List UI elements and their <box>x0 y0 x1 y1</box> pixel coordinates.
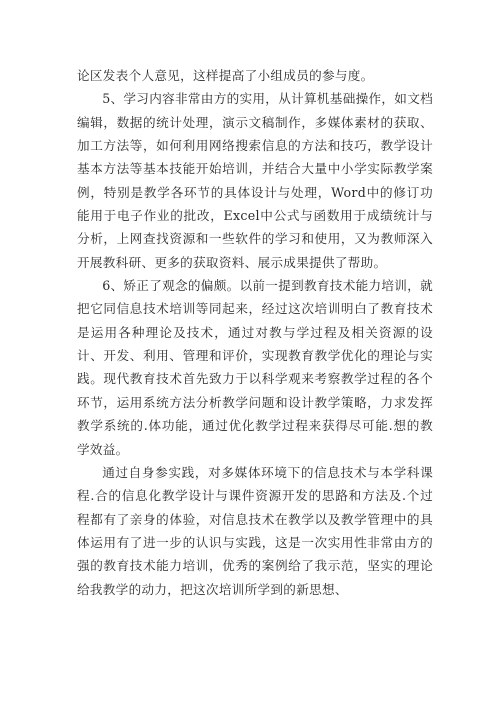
paragraph-summary: 通过自身参实践，对多媒体环境下的信息技术与本学科课程.合的信息化教学设计与课件资源开发的思路和方法及.个过程都有了亲身的体验，对信息技术在教学以及教学管理中的具体运用有了进一步的认识与实践，这是一次实用性非常由方的强的教育技术能力培训，优秀的案例给了我示范，坚实的理论给我教学的动力，把这次培训所学到的新思想、 <box>77 464 433 597</box>
paragraph-item-5: 5、学习内容非常由方的实用，从计算机基础操作，如文档编辑，数据的统计处理，演示文稿制作，多媒体素材的获取、加工方法等，如何利用网络搜索信息的方法和技巧，教学设计基本方法等基本技能开始培训，并结合大量中小学实际教学案例，特别是教学各环节的具体设计与处理，Word中的修订功能用于电子作业的批改，Excel中公式与函数用于成绩统计与分析，上网查找资源和一些软件的学习和使用，又为教师深入开展教科研、更多的获取资料、展示成果提供了帮助。 <box>77 91 433 270</box>
paragraph-item-6: 6、矫正了观念的偏颇。以前一提到教育技术能力培训，就把它同信息技术培训等同起来，经过这次培训明白了教育技术是运用各种理论及技术，通过对教与学过程及相关资源的设计、开发、利用、管理和评价，实现教育教学优化的理论与实践。现代教育技术首先致力于以科学观来考察教学过程的各个环节，运用系统方法分析教学问题和设计教学策略，力求发挥教学系统的.体功能，通过优化教学过程来获得尽可能.想的教学效益。 <box>77 278 433 457</box>
document-body <box>77 64 433 601</box>
paragraph-continuation: 论区发表个人意见，这样提高了小组成员的参与度。 <box>77 68 374 83</box>
